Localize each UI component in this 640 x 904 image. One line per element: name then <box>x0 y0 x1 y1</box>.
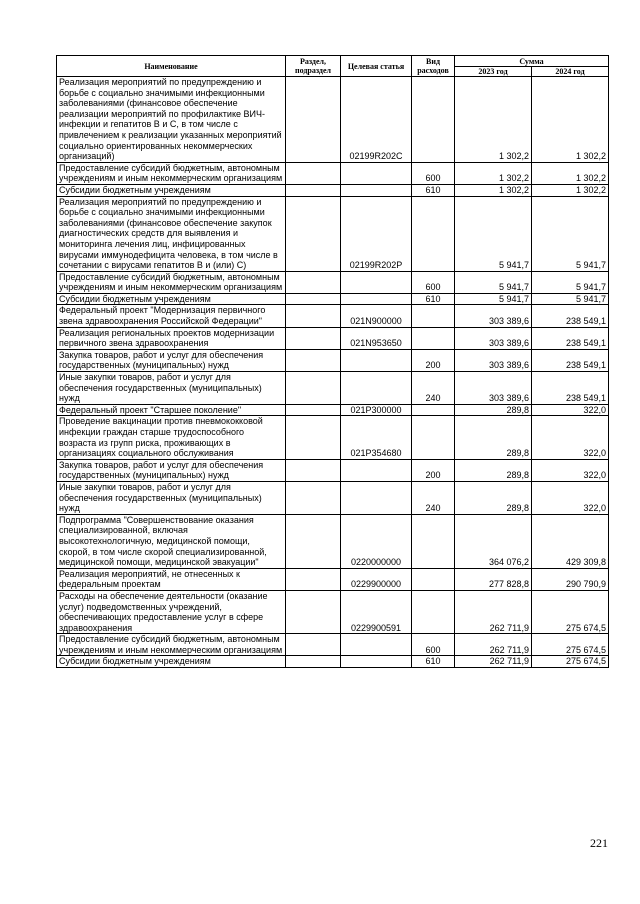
cell-sum-2023: 1 302,2 <box>455 162 532 184</box>
cell-sum-2023: 303 389,6 <box>455 305 532 327</box>
table-row <box>57 349 609 371</box>
header-article: Целевая статья <box>341 56 412 77</box>
cell-sum-2023: 262 711,9 <box>455 634 532 656</box>
cell-name: Реализация мероприятий, не отнесенных к федеральным проектам <box>57 568 286 590</box>
cell-type: 610 <box>412 184 455 196</box>
header-type: Вид расходов <box>412 56 455 77</box>
cell-article: 0220000000 <box>341 514 412 568</box>
cell-section <box>286 327 341 349</box>
cell-sum-2023: 5 941,7 <box>455 196 532 271</box>
cell-name: Реализация региональных проектов модернизации первичного звена здравоохранения <box>57 327 286 349</box>
table-row <box>57 634 609 656</box>
header-section: Раздел, подраздел <box>286 56 341 77</box>
table-body <box>57 77 609 668</box>
cell-type: 240 <box>412 481 455 514</box>
table-row <box>57 372 609 405</box>
cell-article <box>341 372 412 405</box>
cell-name: Федеральный проект "Модернизация первичного звена здравоохранения Российской Федерации" <box>57 305 286 327</box>
cell-name: Субсидии бюджетным учреждениям <box>57 184 286 196</box>
cell-name: Иные закупки товаров, работ и услуг для обеспечения государственных (муниципальных) нужд <box>57 372 286 405</box>
page-number: 221 <box>590 836 608 850</box>
cell-name: Предоставление субсидий бюджетным, автономным учреждениям и иным некоммерческим организациям <box>57 162 286 184</box>
cell-sum-2024: 322,0 <box>532 481 609 514</box>
cell-sum-2024: 5 941,7 <box>532 196 609 271</box>
cell-type <box>412 327 455 349</box>
table-row <box>57 293 609 305</box>
table-row <box>57 514 609 568</box>
cell-type: 200 <box>412 459 455 481</box>
cell-name: Закупка товаров, работ и услуг для обеспечения государственных (муниципальных) нужд <box>57 459 286 481</box>
cell-sum-2023: 303 389,6 <box>455 327 532 349</box>
cell-section <box>286 634 341 656</box>
cell-article <box>341 293 412 305</box>
cell-section <box>286 293 341 305</box>
cell-article <box>341 459 412 481</box>
header-year-2023: 2023 год <box>455 67 532 77</box>
cell-section <box>286 404 341 416</box>
cell-section <box>286 590 341 633</box>
table-row <box>57 459 609 481</box>
table-row <box>57 416 609 459</box>
cell-type: 610 <box>412 656 455 668</box>
cell-name: Субсидии бюджетным учреждениям <box>57 293 286 305</box>
cell-sum-2023: 303 389,6 <box>455 372 532 405</box>
cell-sum-2024: 238 549,1 <box>532 372 609 405</box>
cell-type <box>412 77 455 163</box>
cell-type <box>412 196 455 271</box>
table-row <box>57 305 609 327</box>
table-row <box>57 481 609 514</box>
header-year-2024: 2024 год <box>532 67 609 77</box>
cell-section <box>286 481 341 514</box>
table-header <box>57 56 609 77</box>
cell-type: 600 <box>412 162 455 184</box>
cell-article: 0229900000 <box>341 568 412 590</box>
cell-sum-2024: 322,0 <box>532 404 609 416</box>
cell-sum-2023: 1 302,2 <box>455 184 532 196</box>
cell-sum-2024: 322,0 <box>532 416 609 459</box>
cell-type <box>412 305 455 327</box>
cell-section <box>286 184 341 196</box>
table-row <box>57 77 609 163</box>
cell-section <box>286 568 341 590</box>
cell-article: 021N953650 <box>341 327 412 349</box>
header-sum: Сумма <box>455 56 609 67</box>
cell-type: 200 <box>412 349 455 371</box>
cell-type <box>412 514 455 568</box>
cell-name: Проведение вакцинации против пневмококковой инфекции граждан старше трудоспособного возраста из групп риска, проживающих в организациях социального обслуживания <box>57 416 286 459</box>
cell-section <box>286 416 341 459</box>
cell-name: Подпрограмма "Совершенствование оказания специализированной, включая высокотехнологичную, медицинской помощи, скорой, в том числе скорой специализированной, медицинской помощи, медицинской эвакуации" <box>57 514 286 568</box>
cell-article <box>341 271 412 293</box>
cell-sum-2024: 5 941,7 <box>532 271 609 293</box>
table-row <box>57 404 609 416</box>
table-row <box>57 590 609 633</box>
cell-sum-2023: 5 941,7 <box>455 293 532 305</box>
cell-type: 240 <box>412 372 455 405</box>
cell-type <box>412 404 455 416</box>
cell-type: 600 <box>412 271 455 293</box>
cell-name: Субсидии бюджетным учреждениям <box>57 656 286 668</box>
cell-article <box>341 162 412 184</box>
cell-sum-2024: 275 674,5 <box>532 656 609 668</box>
cell-article: 0229900591 <box>341 590 412 633</box>
cell-name: Закупка товаров, работ и услуг для обеспечения государственных (муниципальных) нужд <box>57 349 286 371</box>
table-row <box>57 568 609 590</box>
cell-article: 02199R202C <box>341 77 412 163</box>
cell-section <box>286 349 341 371</box>
cell-sum-2024: 290 790,9 <box>532 568 609 590</box>
cell-article: 02199R202P <box>341 196 412 271</box>
cell-name: Расходы на обеспечение деятельности (оказание услуг) подведомственных учреждений, обеспечивающих предоставление услуг в сфере здравоохранения <box>57 590 286 633</box>
cell-sum-2023: 289,8 <box>455 481 532 514</box>
cell-section <box>286 196 341 271</box>
cell-type <box>412 590 455 633</box>
cell-type: 600 <box>412 634 455 656</box>
cell-sum-2024: 1 302,2 <box>532 184 609 196</box>
cell-sum-2024: 238 549,1 <box>532 349 609 371</box>
cell-sum-2023: 289,8 <box>455 416 532 459</box>
cell-name: Предоставление субсидий бюджетным, автономным учреждениям и иным некоммерческим организациям <box>57 271 286 293</box>
cell-sum-2024: 5 941,7 <box>532 293 609 305</box>
cell-article: 021N900000 <box>341 305 412 327</box>
cell-sum-2023: 364 076,2 <box>455 514 532 568</box>
table-row <box>57 184 609 196</box>
cell-section <box>286 305 341 327</box>
cell-sum-2024: 275 674,5 <box>532 590 609 633</box>
table-row <box>57 327 609 349</box>
cell-section <box>286 514 341 568</box>
cell-name: Реализация мероприятий по предупреждению и борьбе с социально значимыми инфекционными заболеваниями (финансовое обеспечение реализации мероприятий по профилактике ВИЧ- инфекции и гепатитов В и С, в том числе с привлечением к реализации указанных мероприятий социально ориентированных некоммерческих организаций) <box>57 77 286 163</box>
cell-article: 021P354680 <box>341 416 412 459</box>
cell-section <box>286 162 341 184</box>
cell-sum-2024: 429 309,8 <box>532 514 609 568</box>
cell-section <box>286 271 341 293</box>
cell-sum-2024: 238 549,1 <box>532 327 609 349</box>
cell-article: 021P300000 <box>341 404 412 416</box>
cell-sum-2023: 5 941,7 <box>455 271 532 293</box>
cell-article <box>341 634 412 656</box>
cell-type <box>412 416 455 459</box>
header-name: Наименование <box>57 56 286 77</box>
cell-sum-2024: 322,0 <box>532 459 609 481</box>
cell-name: Иные закупки товаров, работ и услуг для обеспечения государственных (муниципальных) нужд <box>57 481 286 514</box>
cell-section <box>286 77 341 163</box>
cell-article <box>341 184 412 196</box>
cell-section <box>286 372 341 405</box>
cell-name: Федеральный проект "Старшее поколение" <box>57 404 286 416</box>
cell-sum-2024: 238 549,1 <box>532 305 609 327</box>
cell-sum-2023: 262 711,9 <box>455 656 532 668</box>
table-row <box>57 196 609 271</box>
cell-sum-2024: 275 674,5 <box>532 634 609 656</box>
cell-sum-2023: 262 711,9 <box>455 590 532 633</box>
table-row <box>57 271 609 293</box>
cell-sum-2023: 289,8 <box>455 404 532 416</box>
cell-sum-2024: 1 302,2 <box>532 162 609 184</box>
cell-sum-2023: 303 389,6 <box>455 349 532 371</box>
cell-article <box>341 656 412 668</box>
cell-sum-2023: 1 302,2 <box>455 77 532 163</box>
table-row <box>57 656 609 668</box>
cell-sum-2024: 1 302,2 <box>532 77 609 163</box>
cell-article <box>341 481 412 514</box>
cell-article <box>341 349 412 371</box>
cell-section <box>286 459 341 481</box>
cell-type <box>412 568 455 590</box>
cell-type: 610 <box>412 293 455 305</box>
cell-name: Реализация мероприятий по предупреждению и борьбе с социально значимыми инфекционными заболеваниями (финансовое обеспечение закупок диагностических средств для выявления и мониторинга лечения лиц, инфицированных вирусами иммунодефицита человека, в том числе в сочетании с вирусами гепатитов В и (или) С) <box>57 196 286 271</box>
table-row <box>57 162 609 184</box>
budget-table <box>56 55 609 668</box>
cell-name: Предоставление субсидий бюджетным, автономным учреждениям и иным некоммерческим организациям <box>57 634 286 656</box>
cell-sum-2023: 277 828,8 <box>455 568 532 590</box>
cell-sum-2023: 289,8 <box>455 459 532 481</box>
cell-section <box>286 656 341 668</box>
